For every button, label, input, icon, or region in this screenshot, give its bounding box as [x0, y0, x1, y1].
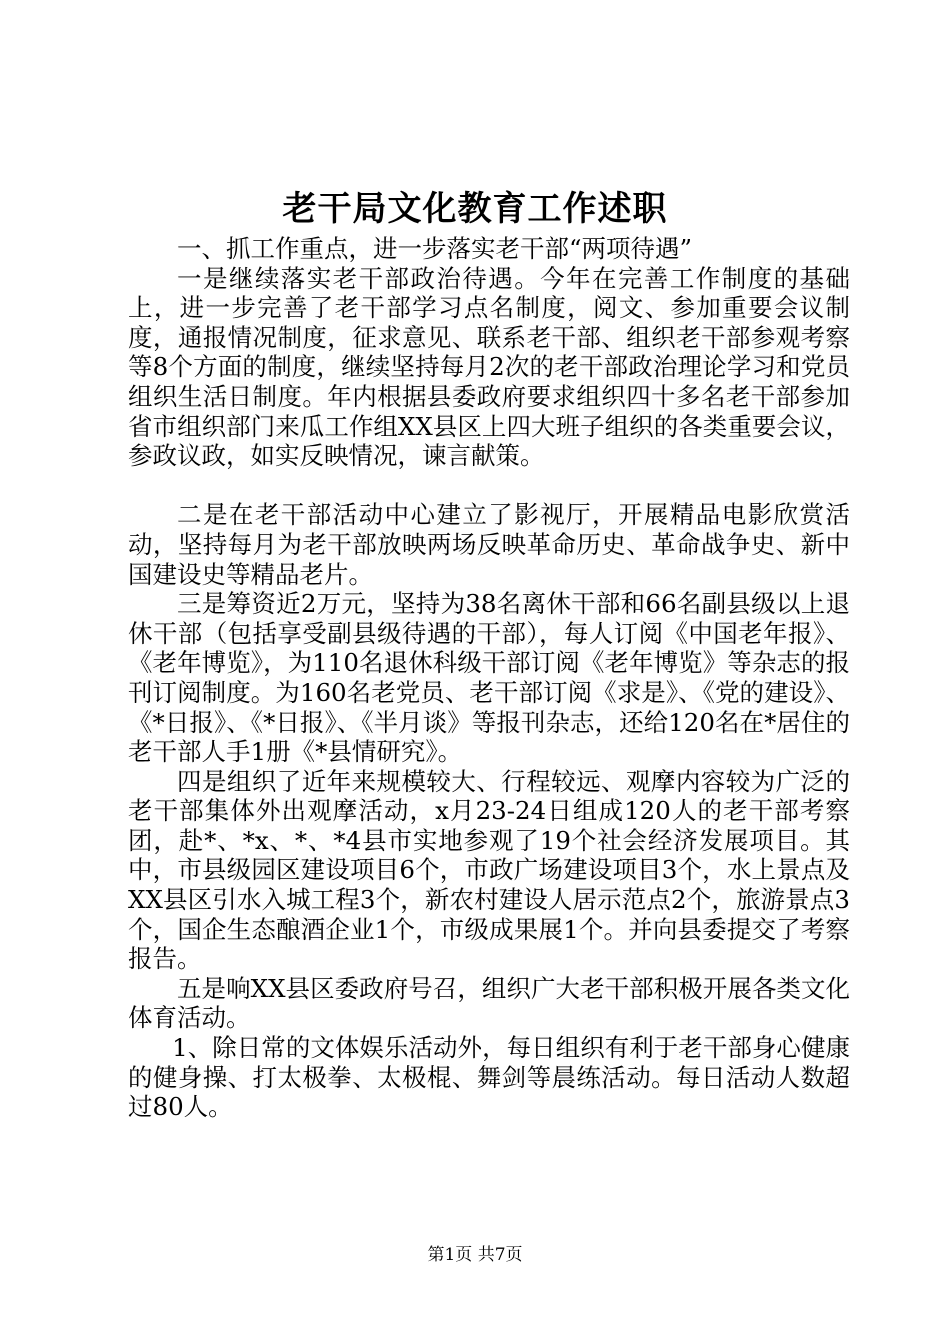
paragraph-political-treatment: 一是继续落实老干部政治待遇。今年在完善工作制度的基础上，进一步完善了老干部学习点名制度，阅文、参加重要会议制度，通报情况制度，征求意见、联系老干部、组织老干部参观考察等8个方面的制度，继续坚持每月2次的老干部政治理论学习和党员组织生活日制度。年内根据县委政府要求组织四十多名老干部参加省市组织部门来瓜工作组XX县区上四大班子组织的各类重要会议，参政议政，如实反映情况，谏言献策。 — [128, 263, 850, 471]
paragraph-cultural-activities: 五是响XX县区委政府号召，组织广大老干部积极开展各类文化体育活动。 — [128, 973, 850, 1033]
paragraph-subscriptions: 三是筹资近2万元，坚持为38名离休干部和66名副县级以上退休干部（包括享受副县级待遇的干部），每人订阅《中国老年报》、《老年博览》，为110名退休科级干部订阅《老年博览》等杂志的报刊订阅制度。为160名老党员、老干部订阅《求是》、《党的建设》、《*日报》、《*日报》、《半月谈》等报刊杂志，还给120名在*居住的老干部人手1册《*县情研究》。 — [128, 589, 850, 767]
section-heading: 一、抓工作重点，进一步落实老干部“两项待遇” — [177, 234, 693, 263]
paragraph-morning-exercise: 1、除日常的文体娱乐活动外，每日组织有利于老干部身心健康的健身操、打太极拳、太极棍、舞剑等晨练活动。每日活动人数超过80人。 — [128, 1033, 850, 1122]
paragraph-film-hall: 二是在老干部活动中心建立了影视厅，开展精品电影欣赏活动，坚持每月为老干部放映两场反映革命历史、革命战争史、新中国建设史等精品老片。 — [128, 500, 850, 589]
page-footer: 第1页 共7页 — [427, 1245, 523, 1265]
paragraph-inspection-trip: 四是组织了近年来规模较大、行程较远、观摩内容较为广泛的老干部集体外出观摩活动，x月23-24日组成120人的老干部考察团，赴*、*x、*、*4县市实地参观了19个社会经济发展项目。其中，市县级园区建设项目6个，市政广场建设项目3个，水上景点及XX县区引水入城工程3个，新农村建设人居示范点2个，旅游景点3个，国企生态酿酒企业1个，市级成果展1个。并向县委提交了考察报告。 — [128, 766, 850, 974]
document-title: 老干局文化教育工作述职 — [282, 189, 668, 229]
document-body — [128, 234, 850, 1122]
